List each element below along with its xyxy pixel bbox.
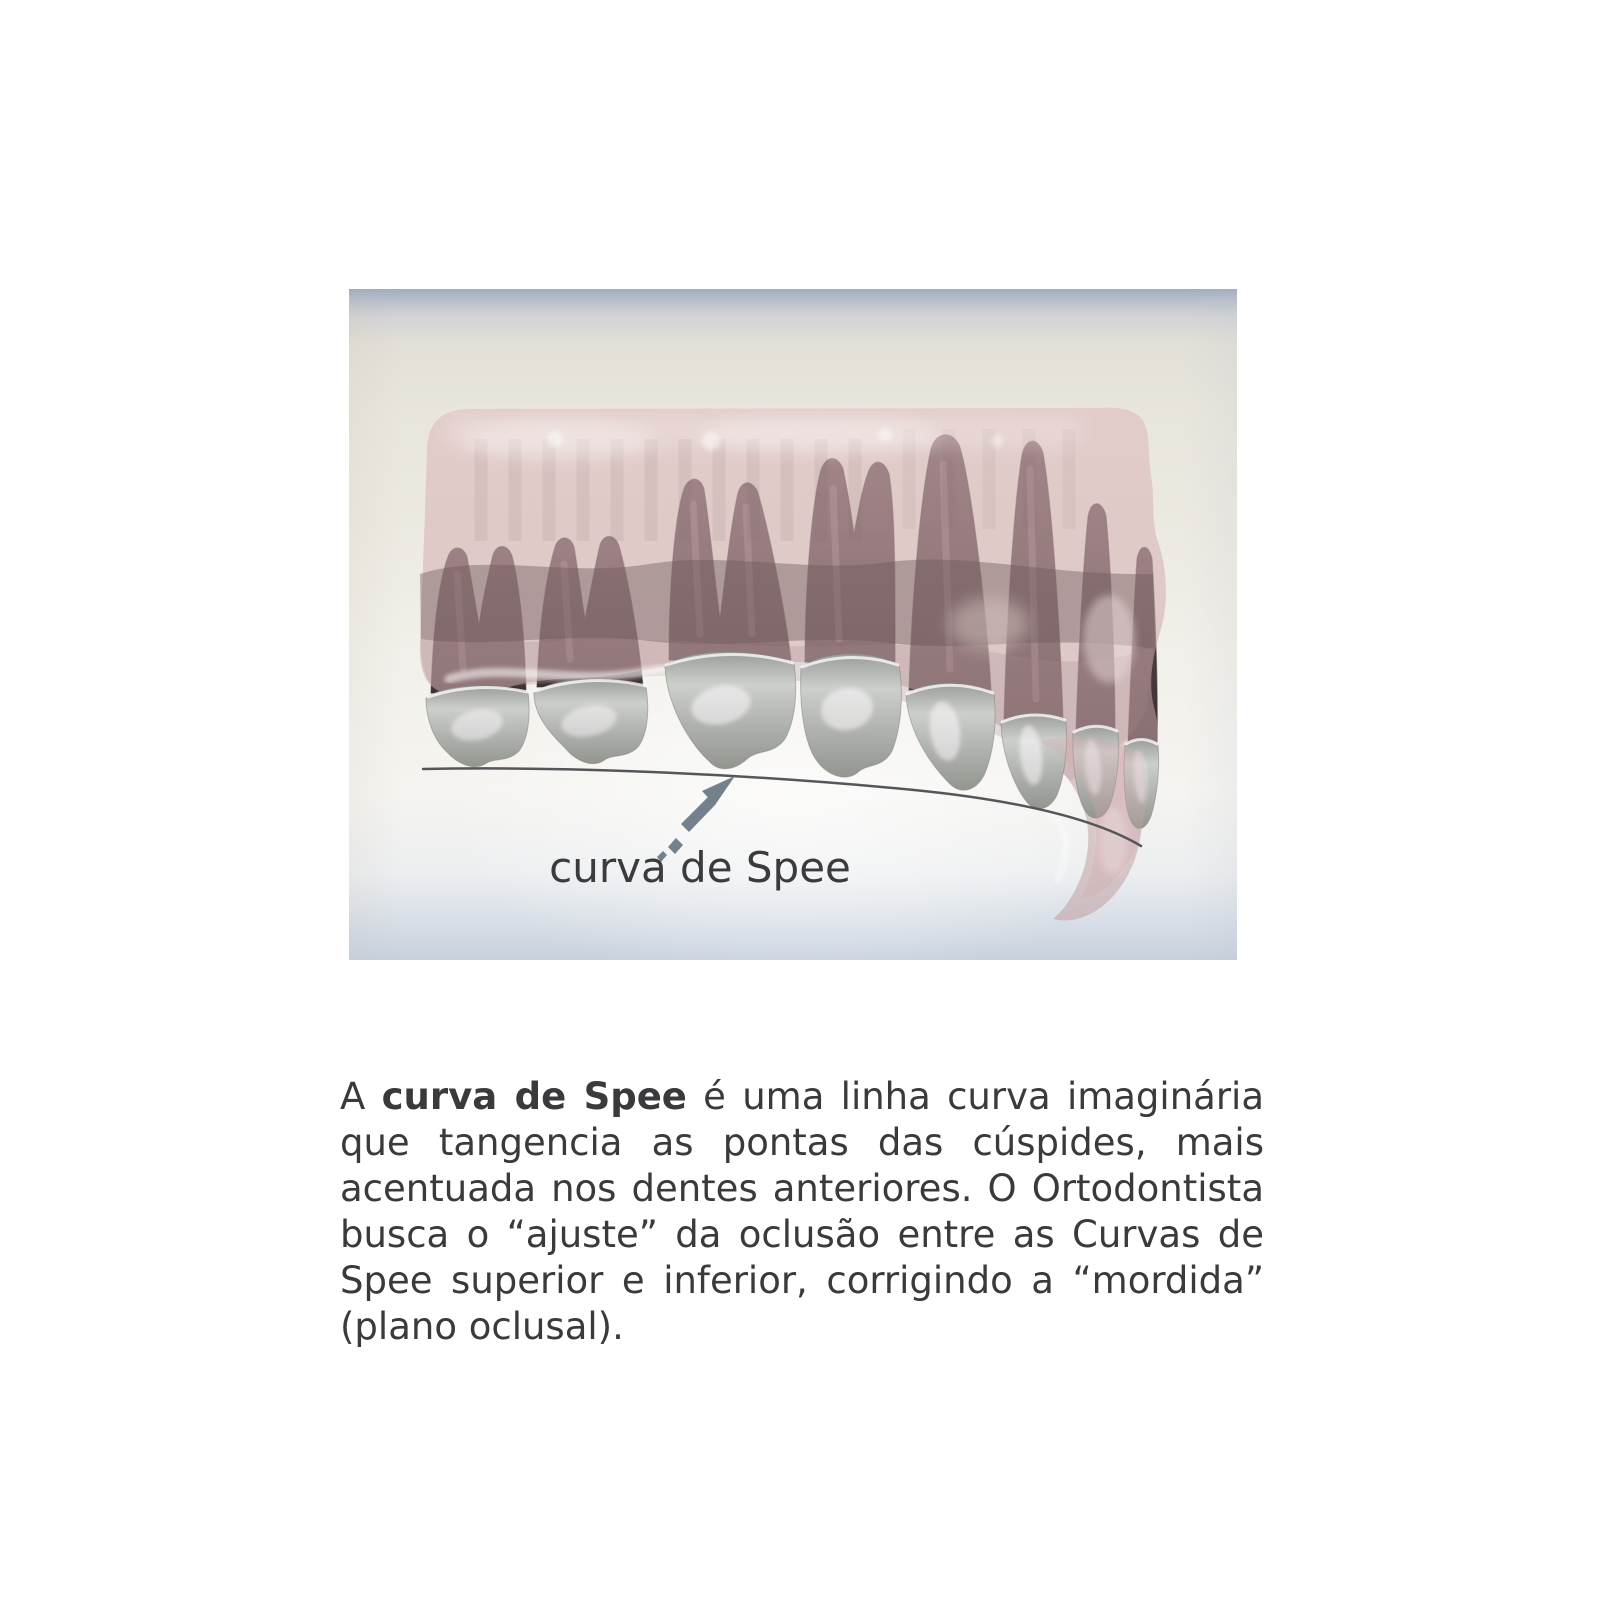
gum-gloss-curl (1049, 809, 1066, 879)
dental-illustration (349, 289, 1237, 960)
gum-dark-band (420, 560, 1155, 649)
caption-rest: é uma linha curva imaginária que tangencia as pontas das cúspides, mais acentuada nos dentes anteriores. O Ortodontista busca o “ajuste” da oclusão entre as Curvas de Spee superior e inferior, corrigindo a “mordida” (plano oclusal). (340, 1075, 1264, 1348)
figure-label: curva de Spee (549, 843, 851, 892)
caption-lead: A (340, 1075, 382, 1118)
caption-bold-term: curva de Spee (381, 1075, 687, 1118)
caption-text (340, 1074, 1264, 1350)
figure-panel (349, 289, 1237, 960)
